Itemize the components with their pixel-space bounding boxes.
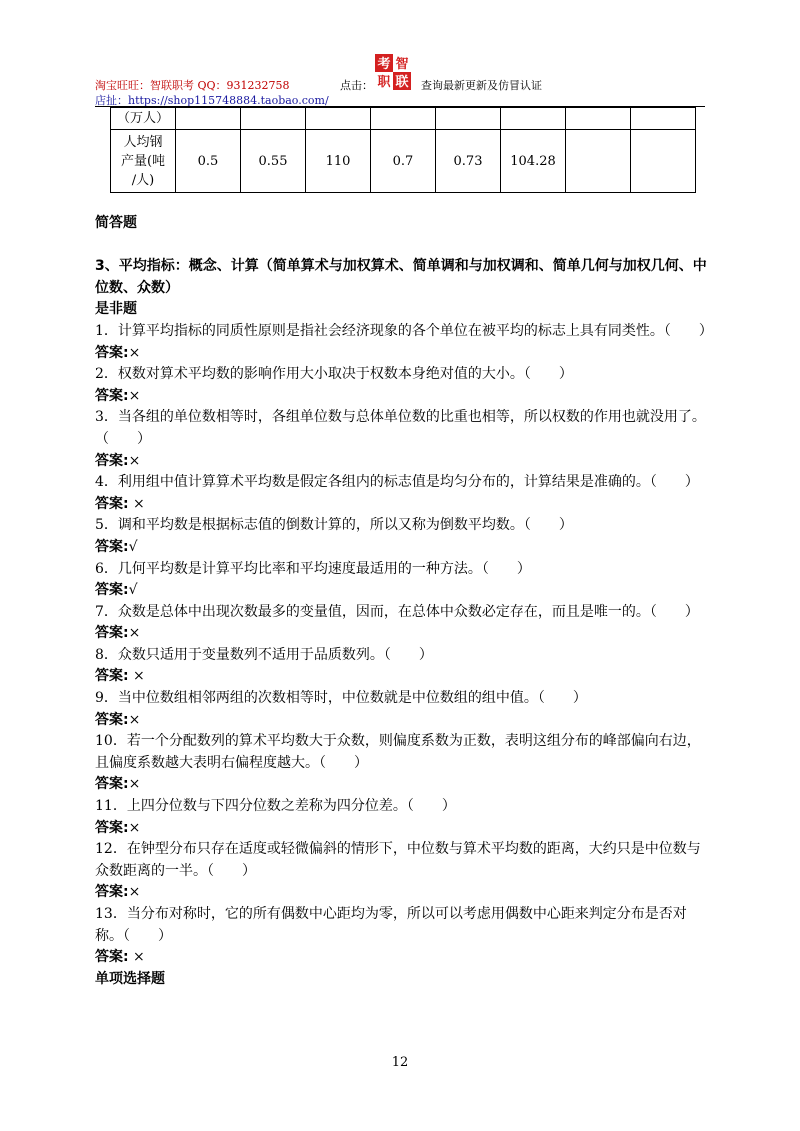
answer-label: 答案:	[95, 582, 129, 599]
answer-value: ×	[128, 625, 141, 642]
answer-label: 答案:	[95, 819, 129, 836]
table-cell	[631, 108, 696, 130]
table-cell: 0.5	[176, 130, 241, 193]
question-list	[95, 321, 713, 969]
logo-char: 职	[377, 75, 391, 90]
table-row	[111, 108, 696, 130]
page-number: 12	[391, 1055, 409, 1070]
answer-line	[95, 947, 707, 969]
answer-label: 答案:	[95, 884, 129, 901]
answer-value: √	[128, 582, 138, 599]
answer-line	[95, 710, 707, 732]
answer-label: 答案:	[95, 538, 129, 555]
answer-value: ×	[128, 884, 141, 901]
answer-value: ×	[128, 668, 145, 685]
question-text: 4．利用组中值计算算术平均数是假定各组内的标志值是均匀分布的，计算结果是准确的。（ ）	[95, 474, 699, 491]
table-row	[111, 130, 696, 193]
row-label-line: /人)	[131, 172, 155, 188]
answer-line	[95, 666, 707, 688]
table-cell: 104.28	[501, 130, 566, 193]
answer-line	[95, 537, 707, 559]
answer-value: ×	[128, 495, 145, 512]
section-title: 简答题	[95, 215, 137, 231]
answer-line	[95, 818, 707, 840]
table-cell: 0.55	[241, 130, 306, 193]
table-cell	[176, 108, 241, 130]
topic-title: 3、平均指标：概念、计算（简单算术与加权算术、简单调和与加权调和、简单几何与加权几何、中位数、众数）	[95, 258, 707, 296]
table-cell	[631, 130, 696, 193]
table-cell: 110	[306, 130, 371, 193]
answer-label: 答案:	[95, 495, 129, 512]
table-cell	[566, 130, 631, 193]
logo-char: 联	[395, 75, 409, 90]
verify-link[interactable]: 查询最新更新及仿冒认证	[421, 79, 542, 92]
table-cell	[501, 108, 566, 130]
table-cell: 0.7	[371, 130, 436, 193]
answer-line	[95, 882, 707, 904]
spacer	[95, 235, 707, 257]
answer-value: ×	[128, 452, 141, 469]
row-label-line: 人均钢	[123, 134, 163, 150]
answer-label: 答案:	[95, 949, 129, 966]
page-header	[95, 57, 705, 108]
table-cell	[111, 130, 176, 193]
answer-value: ×	[128, 776, 141, 793]
table-cell: 0.73	[436, 130, 501, 193]
answer-value: ×	[128, 949, 145, 966]
brand-logo-icon[interactable]	[375, 54, 411, 90]
table-cell	[566, 108, 631, 130]
question-text: 7．众数是总体中出现次数最多的变量值，因而，在总体中众数必定存在，而且是唯一的。（ ）	[95, 603, 699, 620]
click-label: 点击：	[340, 79, 373, 92]
question-text: 1．计算平均指标的同质性原则是指社会经济现象的各个单位在被平均的标志上具有同类性。（ ）	[95, 322, 713, 339]
logo-char: 智	[395, 57, 409, 72]
question-text: 13．当分布对称时，它的所有偶数中心距均为零，所以可以考虑用偶数中心距来判定分布是否对称。（ ）	[95, 906, 687, 944]
answer-label: 答案:	[95, 387, 129, 404]
shop-link[interactable]: 店扯：https://shop115748884.taobao.com/	[95, 94, 329, 107]
answer-line	[95, 343, 707, 365]
answer-value: ×	[128, 819, 141, 836]
table-cell	[306, 108, 371, 130]
answer-line	[95, 451, 707, 473]
subsection-title: 是非题	[95, 301, 137, 318]
question-text: 11．上四分位数与下四分位数之差称为四分位差。（ ）	[95, 798, 456, 815]
answer-line	[95, 623, 707, 645]
question-text: 8．众数只适用于变量数列不适用于品质数列。（ ）	[95, 646, 433, 663]
question-text: 5．调和平均数是根据标志值的倒数计算的，所以又称为倒数平均数。（ ）	[95, 517, 573, 534]
answer-value: √	[128, 538, 138, 555]
row-label-line: 产量(吨	[120, 153, 166, 169]
data-table	[110, 107, 696, 193]
answer-value: ×	[128, 387, 141, 404]
answer-label: 答案:	[95, 625, 129, 642]
answer-value: ×	[128, 344, 141, 361]
answer-label: 答案:	[95, 452, 129, 469]
answer-value: ×	[128, 711, 141, 728]
answer-line	[95, 494, 707, 516]
question-text: 10．若一个分配数列的算术平均数大于众数，则偏度系数为正数，表明这组分布的峰部偏向右边，且偏度系数越大表明右偏程度越大。（ ）	[95, 733, 701, 771]
table-cell	[241, 108, 306, 130]
logo-char: 考	[377, 57, 391, 72]
answer-label: 答案:	[95, 668, 129, 685]
next-section-title: 单项选择题	[95, 970, 165, 987]
question-text: 2．权数对算术平均数的影响作用大小取决于权数本身绝对值的大小。（ ）	[95, 366, 573, 383]
answer-label: 答案:	[95, 711, 129, 728]
question-text: 6．几何平均数是计算平均比率和平均速度最适用的一种方法。（ ）	[95, 560, 531, 577]
question-text: 12．在钟型分布只存在适度或轻微偏斜的情形下，中位数与算术平均数的距离，大约只是中位数与众数距离的一半。（ ）	[95, 841, 701, 879]
answer-line	[95, 580, 707, 602]
question-text: 3．当各组的单位数相等时，各组单位数与总体单位数的比重也相等，所以权数的作用也就没用了。（ ）	[95, 409, 706, 447]
shop-contact: 淘宝旺旺：智联职考 QQ：931232758	[95, 79, 290, 92]
answer-label: 答案:	[95, 344, 129, 361]
answer-line	[95, 774, 707, 796]
answer-line	[95, 386, 707, 408]
answer-label: 答案:	[95, 776, 129, 793]
table-cell	[436, 108, 501, 130]
page-content	[95, 213, 713, 990]
table-cell: （万人）	[111, 108, 176, 130]
question-text: 9．当中位数组相邻两组的次数相等时，中位数就是中位数组的组中值。（ ）	[95, 690, 587, 707]
table-cell	[371, 108, 436, 130]
